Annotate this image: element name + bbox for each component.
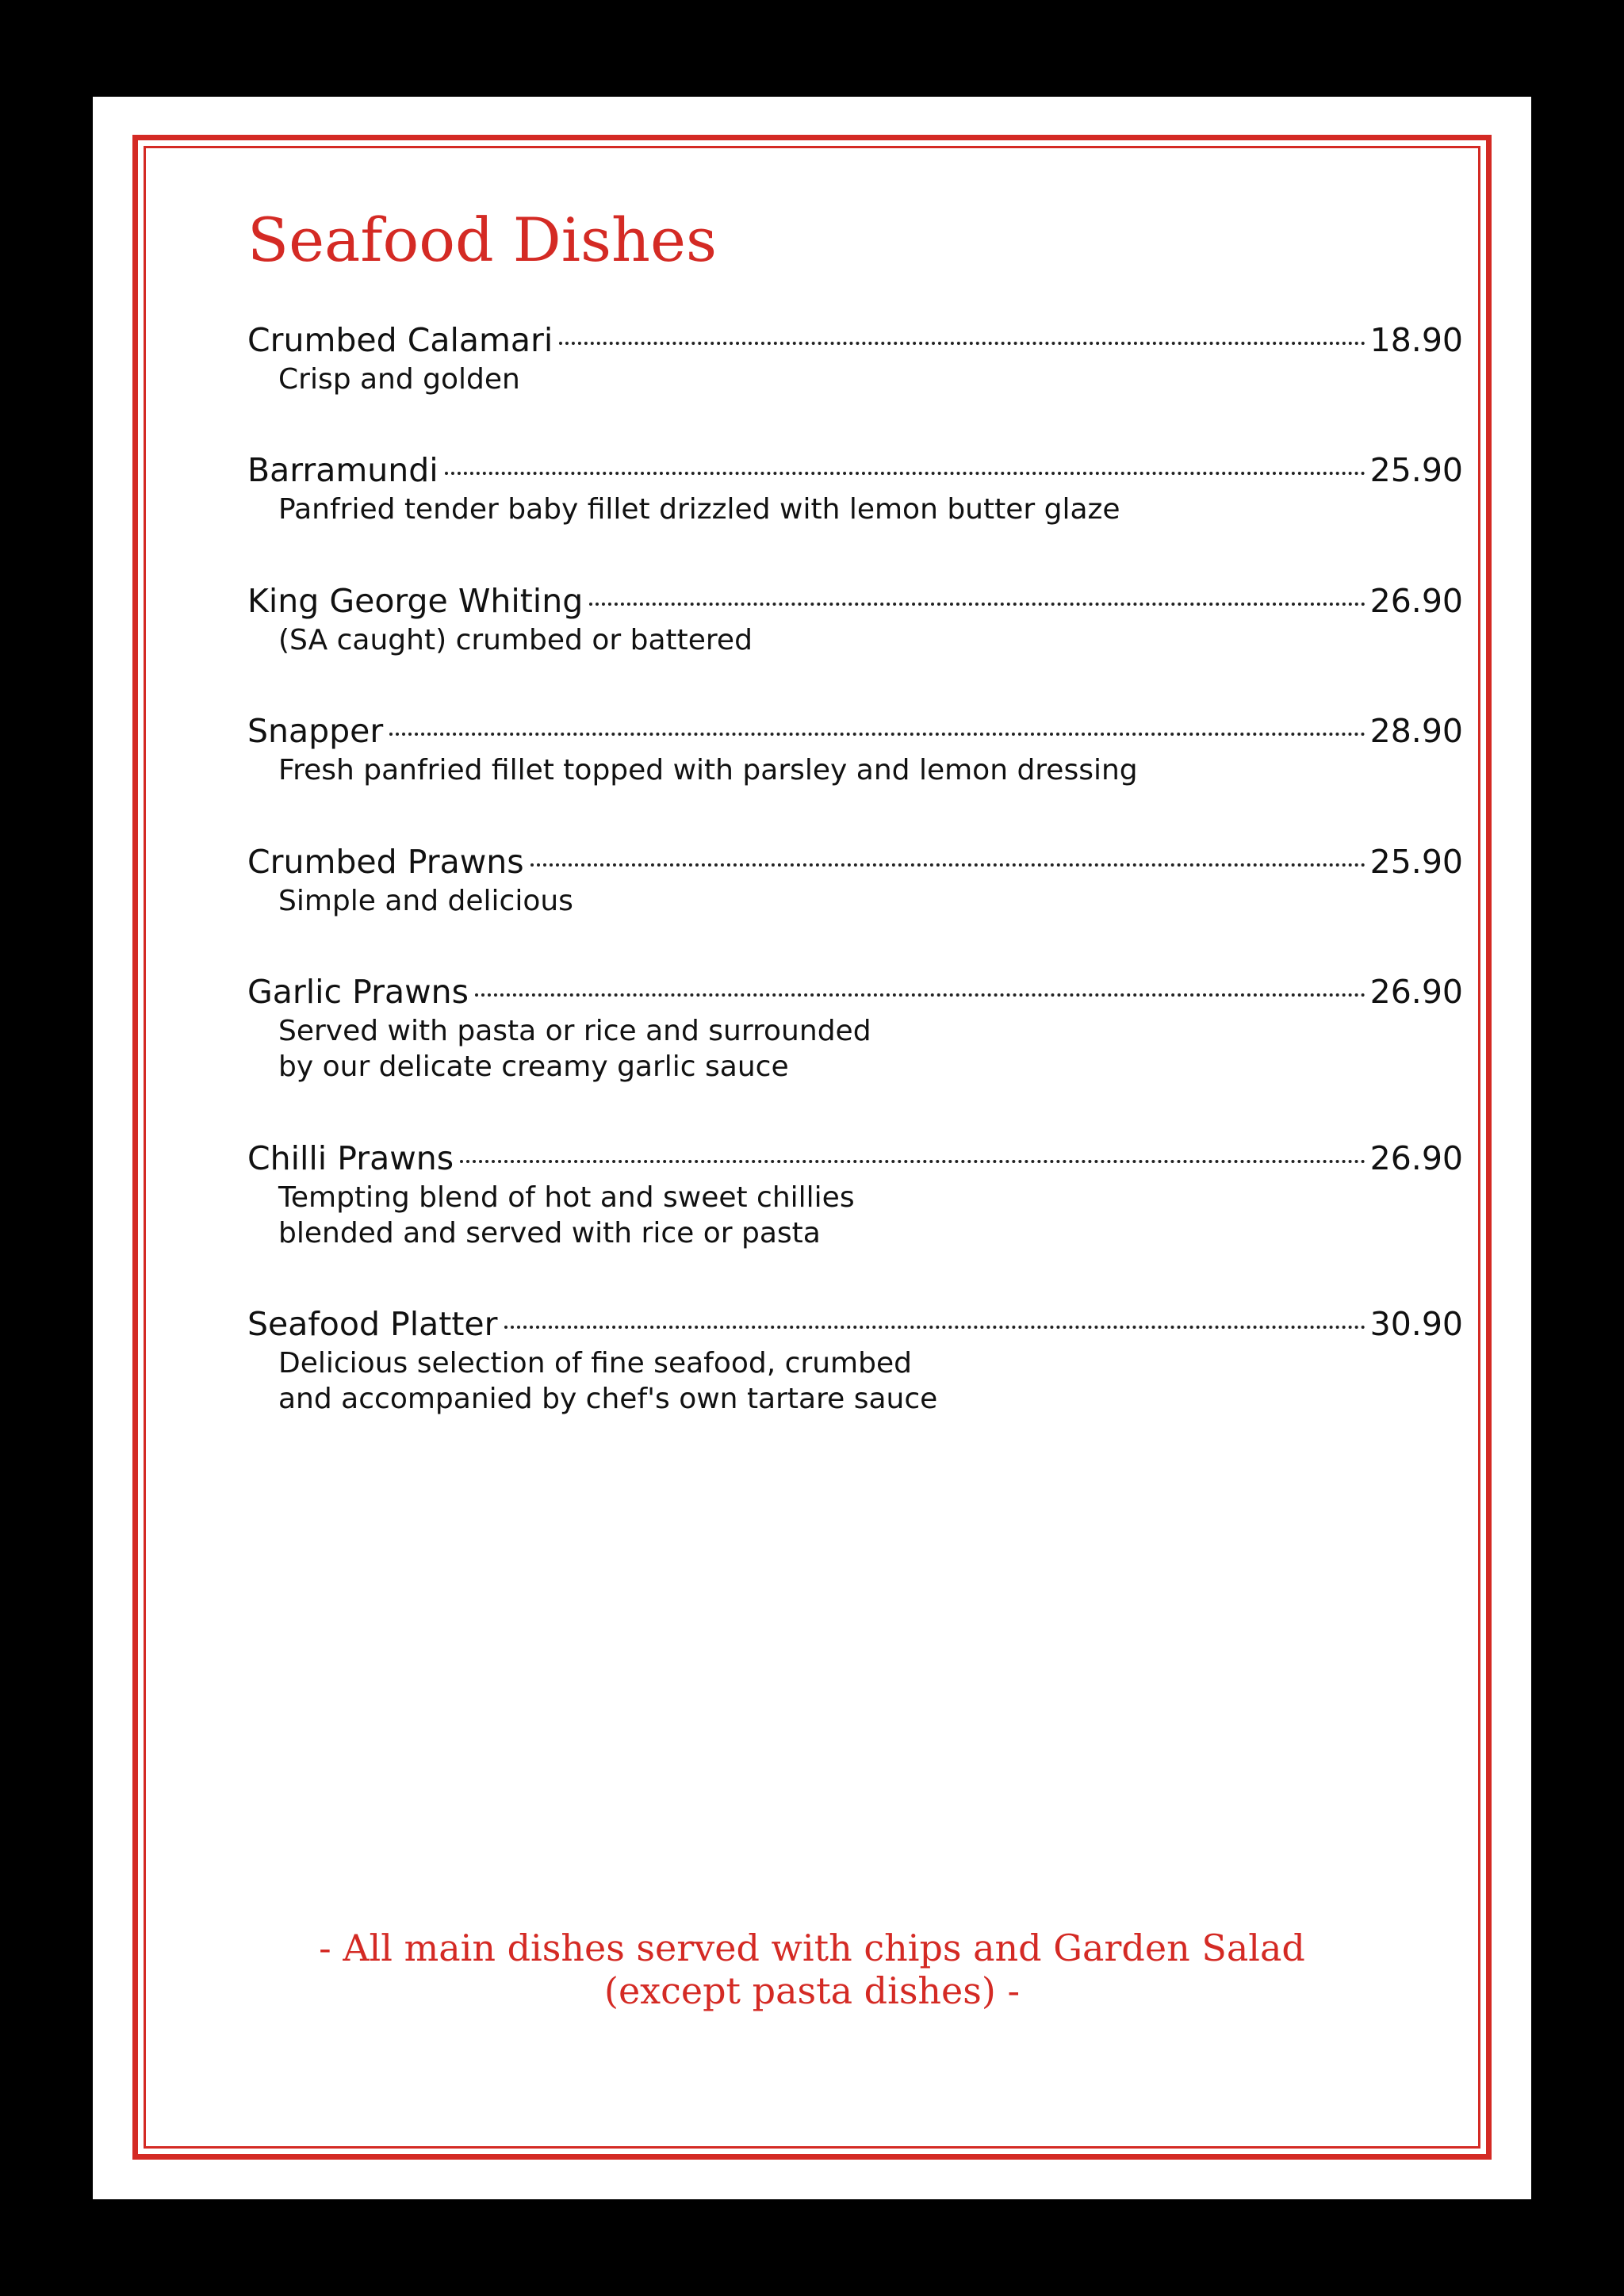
menu-item-line [247, 970, 1463, 1013]
item-description: Simple and delicious [278, 885, 573, 917]
item-price: 25.90 [1369, 843, 1463, 881]
item-price: 18.90 [1369, 321, 1463, 359]
item-description: Tempting blend of hot and sweet chillies [278, 1181, 855, 1214]
dot-leader [445, 472, 1365, 475]
item-name: Crumbed Prawns [247, 843, 524, 881]
menu-item-line [247, 580, 1463, 622]
dot-leader [460, 1160, 1365, 1163]
item-name: Barramundi [247, 451, 439, 489]
menu-item-line [247, 319, 1463, 362]
menu-item [247, 840, 1463, 919]
item-price: 28.90 [1369, 712, 1463, 750]
footer-line-1: - All main dishes served with chips and Garden Salad [319, 1927, 1305, 1969]
item-price: 26.90 [1369, 582, 1463, 620]
menu-item-line [247, 840, 1463, 883]
menu-item [247, 1137, 1463, 1251]
menu-item [247, 970, 1463, 1085]
dot-leader [589, 603, 1365, 606]
item-description: by our delicate creamy garlic sauce [278, 1050, 789, 1083]
item-name: King George Whiting [247, 582, 584, 620]
item-price: 26.90 [1369, 1139, 1463, 1177]
item-name: Garlic Prawns [247, 973, 469, 1011]
item-description: Crisp and golden [278, 363, 520, 396]
item-description: Served with pasta or rice and surrounded [278, 1015, 871, 1047]
item-description: Panfried tender baby fillet drizzled with lemon butter glaze [278, 493, 1120, 526]
menu-item [247, 319, 1463, 397]
menu-item-line [247, 1137, 1463, 1180]
footer-line-2: (except pasta dishes) - [604, 1969, 1020, 2012]
item-name: Crumbed Calamari [247, 321, 553, 359]
item-description: Delicious selection of fine seafood, crumbed [278, 1347, 912, 1380]
item-name: Snapper [247, 712, 384, 750]
dot-leader [559, 342, 1365, 345]
item-description: (SA caught) crumbed or battered [278, 624, 753, 656]
item-description: blended and served with rice or pasta [278, 1217, 821, 1249]
menu-item-line [247, 1303, 1463, 1345]
item-name: Chilli Prawns [247, 1139, 454, 1177]
dot-leader [389, 733, 1365, 736]
item-description: and accompanied by chef's own tartare sauce [278, 1383, 938, 1415]
dot-leader [504, 1326, 1365, 1329]
dot-leader [475, 993, 1365, 997]
item-price: 25.90 [1369, 451, 1463, 489]
menu-page [93, 97, 1531, 2199]
item-price: 30.90 [1369, 1305, 1463, 1343]
menu-item [247, 580, 1463, 658]
menu-item [247, 710, 1463, 788]
item-name: Seafood Platter [247, 1305, 498, 1343]
item-price: 26.90 [1369, 973, 1463, 1011]
menu-footer-note [93, 1927, 1531, 2012]
menu-title: Seafood Dishes [247, 205, 717, 275]
menu-item-line [247, 710, 1463, 752]
dot-leader [530, 863, 1365, 867]
menu-item [247, 1303, 1463, 1417]
item-description: Fresh panfried fillet topped with parsley and lemon dressing [278, 754, 1138, 786]
menu-item-line [247, 449, 1463, 492]
menu-item [247, 449, 1463, 527]
